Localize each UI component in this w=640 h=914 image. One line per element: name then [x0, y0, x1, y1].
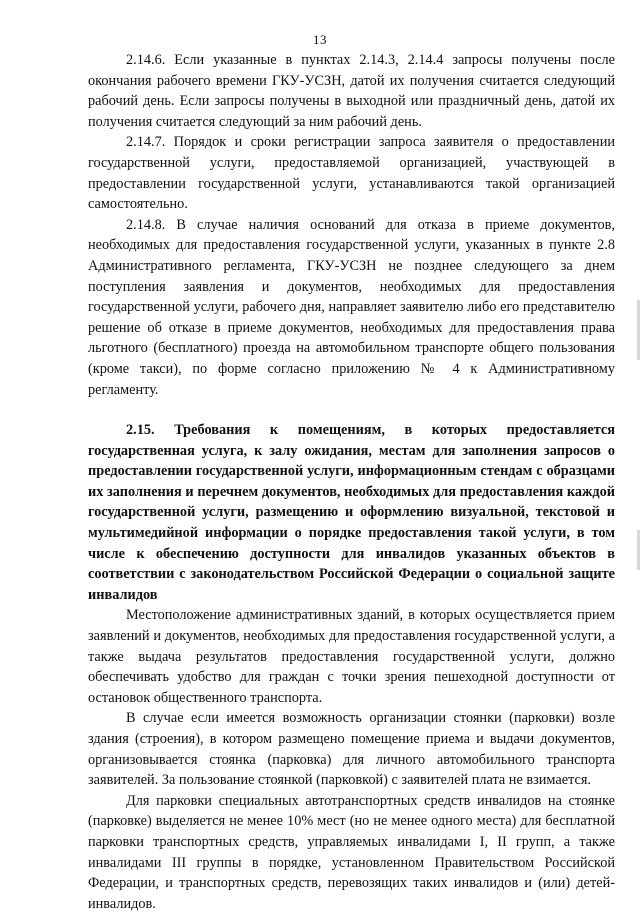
paragraph-location: Местоположение административных зданий, в которых осуществляется прием заявлений и документов, необходимых для предоставления государственной услуги, а также выдача результатов предоставления государственной услуги, должно обеспечивать удобство для граждан с точки зрения пешеходной доступности от остановок общественного транспорта. [88, 607, 615, 706]
paragraph-parking: В случае если имеется возможность организации стоянки (парковки) возле здания (строения), в котором размещено помещение приема и выдачи документов, организовывается стоянка (парковка) для личного автомобильного транспорта заявителей. За пользование стоянкой (парковкой) с заявителей плата не взимается. [88, 710, 615, 789]
document-body [88, 50, 615, 914]
section-heading-2-15: 2.15. Требования к помещениям, в которых предоставляется государственная услуга, к залу ожидания, местам для заполнения запросов о предоставлении государственной услуги, информационным стендам с образцами их заполнения и перечнем документов, необходимых для предоставления каждой государственной услуги, размещению и оформлению визуальной, текстовой и мультимедийной информации о порядке предоставления такой услуги, в том числе к обеспечению доступности для инвалидов указанных объектов в соответствии с законодательством Российской Федерации о социальной защите инвалидов [88, 422, 615, 603]
paragraph-2-14-6: 2.14.6. Если указанные в пунктах 2.14.3, 2.14.4 запросы получены после окончания рабочего времени ГКУ-УСЗН, датой их получения считается следующий рабочий день. Если запросы получены в выходной или праздничный день, датой их получения считается следующий за ним рабочий день. [88, 52, 615, 130]
paragraph-2-14-7: 2.14.7. Порядок и сроки регистрации запроса заявителя о предоставлении государственной услуги, предоставляемой организацией, участвующей в предоставлении государственной услуги, устанавливаются такой организацией самостоятельно. [88, 134, 615, 213]
page-number: 13 [313, 32, 327, 47]
paragraph-2-14-8: 2.14.8. В случае наличия оснований для отказа в приеме документов, необходимых для предоставления государственной услуги, указанных в пункте 2.8 Административного регламента, ГКУ-УСЗН не позднее следующего за днем поступления заявления и документов, необходимых для предоставления государственной услуги, рабочего дня, направляет заявителю либо его представителю решение об отказе в приеме документов, необходимых для предоставления права льготного (бесплатного) проезда на автомобильном транспорте общего пользования (кроме такси), по форме согласно приложению № 4 к Административному регламенту. [88, 216, 615, 398]
paragraph-disabled-parking: Для парковки специальных автотранспортных средств инвалидов на стоянке (парковке) выделяется не менее 10% мест (но не менее одного места) для бесплатной парковки транспортных средств, управляемых инвалидами I, II групп, а также инвалидами III группы в порядке, установленном Правительством Российской Федерации, и транспортных средств, перевозящих таких инвалидов и (или) детей-инвалидов. [88, 792, 615, 912]
